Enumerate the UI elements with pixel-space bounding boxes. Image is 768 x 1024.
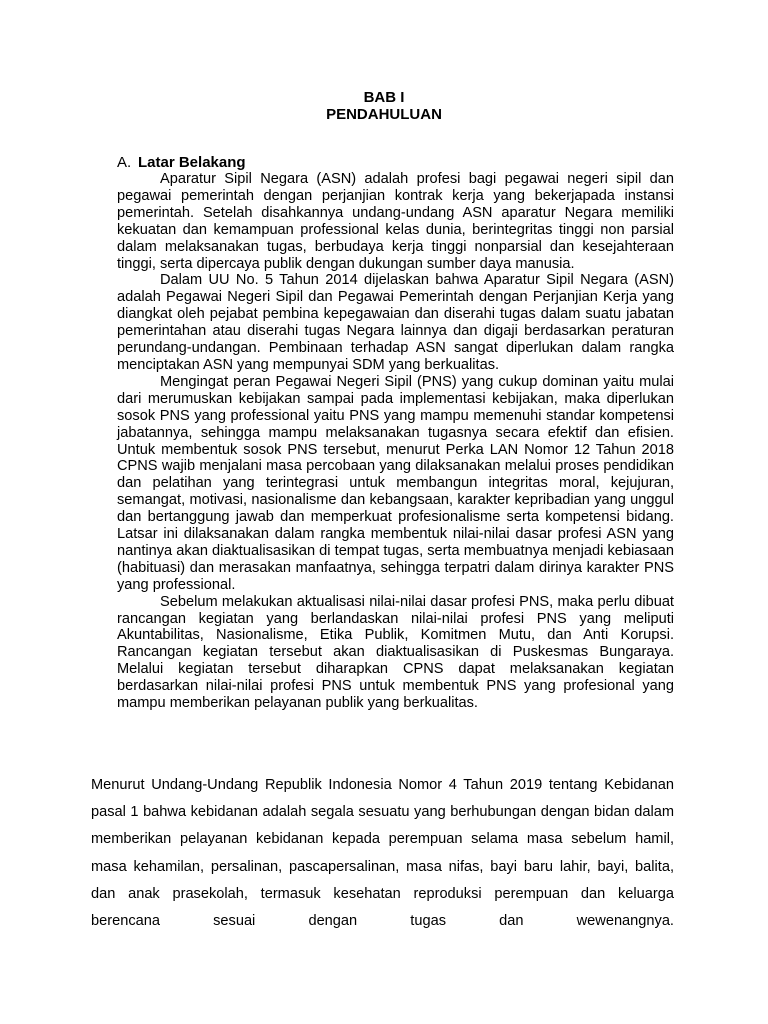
closing-section (91, 772, 674, 935)
section-body (117, 171, 674, 712)
section-letter: A. (117, 154, 132, 171)
chapter-title: PENDAHULUAN (326, 106, 442, 123)
paragraph: Mengingat peran Pegawai Negeri Sipil (PNS) yang cukup dominan yaitu mulai dari merumuskan kebijakan sampai pada implementasi kebijakan, maka diperlukan sosok PNS yang professional yaitu PNS yang mampu memenuhi standar kompetensi jabatannya, sehingga mampu melaksanakan tugasnya secara efektif dan efisien. Untuk membentuk sosok PNS tersebut, menurut Perka LAN Nomor 12 Tahun 2018 CPNS wajib menjalani masa percobaan yang dilaksanakan melalui proses pendidikan dan pelatihan yang terintegrasi untuk membangun integritas moral, kejujuran, semangat, motivasi, nasionalisme dan kebangsaan, karakter kepribadian yang unggul dan bertanggung jawab dan memperkuat profesionalisme serta kompetensi bidang. Latsar ini dilaksanakan dalam rangka membentuk nilai-nilai dasar profesi ASN yang nantinya akan diaktualisasikan di tempat tugas, serta membuatnya menjadi kebiasaan (habituasi) dan merasakan manfaatnya, sehingga terpatri dalam dirinya karakter PNS yang professional. (117, 373, 674, 593)
closing-paragraph: Menurut Undang-Undang Republik Indonesia Nomor 4 Tahun 2019 tentang Kebidanan pasal 1 bahwa kebidanan adalah segala sesuatu yang berhubungan dengan bidan dalam memberikan pelayanan kebidanan kepada perempuan selama masa sebelum hamil, masa kehamilan, persalinan, pascapersalinan, masa nifas, bayi baru lahir, bayi, balita, dan anak prasekolah, termasuk kesehatan reproduksi perempuan dan keluarga berencana sesuai dengan tugas dan wewenangnya. (91, 777, 674, 930)
paragraph: Aparatur Sipil Negara (ASN) adalah profesi bagi pegawai negeri sipil dan pegawai pemerintah dengan perjanjian kontrak kerja yang bekerjapada instansi pemerintah. Setelah disahkannya undang-undang ASN aparatur Negara memiliki kekuatan dan kemampuan professional kelas dunia, berintegritas tinggi non parsial dalam melaksanakan tugas, berbudaya kerja tinggi nonparsial dan kesejahteraan tinggi, serta dipercaya publik dengan dukungan sumber daya manusia. (117, 171, 674, 272)
section-heading (117, 154, 246, 171)
chapter-number: BAB I (363, 89, 405, 106)
paragraph: Dalam UU No. 5 Tahun 2014 dijelaskan bahwa Aparatur Sipil Negara (ASN) adalah Pegawai Negeri Sipil dan Pegawai Pemerintah dengan Perjanjian Kerja yang diangkat oleh pejabat pembina kepegawaian dan diserahi tugas dalam suatu jabatan pemerintahan atau diserahi tugas Negara lainnya dan digaji berdasarkan peraturan perundang-undangan. Pembinaan terhadap ASN sangat diperlukan dalam rangka menciptakan ASN yang mempunyai SDM yang berkualitas. (117, 272, 674, 373)
section-title: Latar Belakang (138, 154, 246, 171)
paragraph: Sebelum melakukan aktualisasi nilai-nilai dasar profesi PNS, maka perlu dibuat rancangan kegiatan yang berlandaskan nilai-nilai profesi PNS yang meliputi Akuntabilitas, Nasionalisme, Etika Publik, Komitmen Mutu, dan Anti Korupsi. Rancangan kegiatan tersebut akan diaktualisasikan di Puskesmas Bungaraya. Melalui kegiatan tersebut diharapkan CPNS dapat melaksanakan kegiatan berdasarkan nilai-nilai profesi PNS untuk membentuk PNS yang profesional yang mampu memberikan pelayanan publik yang berkualitas. (117, 593, 674, 712)
